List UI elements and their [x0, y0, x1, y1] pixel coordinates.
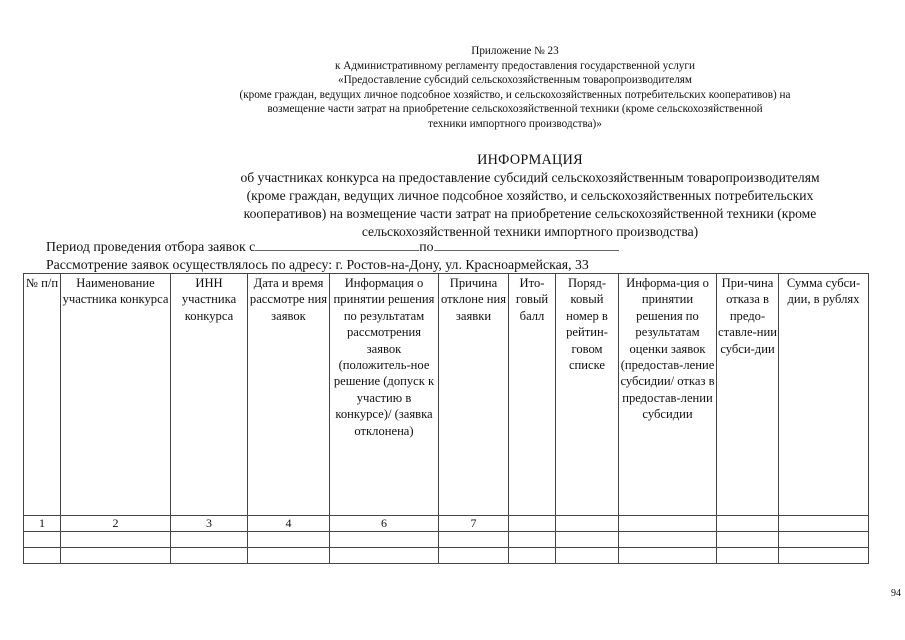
header-cell-participant-name: Наименование участника конкурса: [61, 274, 171, 516]
header-cell-review-decision: Информация о принятии решения по результатам рассмотрения заявок (положитель-ное решение (допуск к участию в конкурсе)/ (заявка отклонена): [330, 274, 439, 516]
info-line: (кроме граждан, ведущих личное подсобное хозяйство, и сельскохозяйственных потребительских: [246, 188, 814, 203]
table-row: [24, 532, 869, 548]
info-line: сельскохозяйственной техники импортного производства): [361, 224, 699, 239]
numbering-cell: 7: [439, 516, 509, 532]
period-from-label: Период проведения отбора заявок с: [46, 239, 256, 254]
period-from-blank: [255, 238, 419, 251]
table-cell: [61, 532, 171, 548]
appendix-line: возмещение части затрат на приобретение сельскохозяйственной техники (кроме сельскохозяйственной: [267, 103, 763, 116]
info-block: [190, 151, 870, 241]
header-cell-subsidy-amount: Сумма субси-дии, в рублях: [779, 274, 869, 516]
review-address: Рассмотрение заявок осуществлялось по адресу: г. Ростов-на-Дону, ул. Красноармейская, 33: [46, 257, 589, 272]
table-cell: [509, 548, 556, 564]
header-cell-number: № п/п: [24, 274, 61, 516]
table-cell: [248, 532, 330, 548]
appendix-line: (кроме граждан, ведущих личное подсобное хозяйство, и сельскохозяйственных потребительских кооперативов) на: [239, 88, 791, 101]
table-cell: [61, 548, 171, 564]
table-cell: [330, 532, 439, 548]
table-cell: [171, 548, 248, 564]
appendix-line: Приложение № 23: [471, 45, 559, 57]
table-cell: [779, 532, 869, 548]
numbering-cell: [779, 516, 869, 532]
numbering-cell: [556, 516, 619, 532]
table-cell: [24, 532, 61, 548]
table-cell: [556, 548, 619, 564]
period-to-label: по: [419, 239, 434, 254]
header-cell-subsidy-decision: Информа-ция о принятии решения по результатам оценки заявок (предостав-ление субсидии/ отказ в предостав-лении субсидии: [619, 274, 717, 516]
numbering-cell: [717, 516, 779, 532]
table-cell: [509, 532, 556, 548]
appendix-line: техники импортного производства)»: [428, 117, 602, 130]
numbering-cell: [509, 516, 556, 532]
table-numbering-row: [24, 516, 869, 532]
numbering-cell: [619, 516, 717, 532]
table-cell: [171, 532, 248, 548]
table-cell: [619, 532, 717, 548]
numbering-cell: 6: [330, 516, 439, 532]
header-cell-rank: Поряд-ковый номер в рейтин-говом списке: [556, 274, 619, 516]
table-cell: [556, 532, 619, 548]
info-line: об участниках конкурса на предоставление субсидий сельскохозяйственным товаропроизводителям: [240, 170, 820, 185]
page-number: 94: [891, 588, 901, 599]
table-cell: [717, 532, 779, 548]
table-cell: [779, 548, 869, 564]
header-cell-rejection-reason: Причина отклоне ния заявки: [439, 274, 509, 516]
participants-table: [23, 273, 869, 564]
document-heading: ИНФОРМАЦИЯ: [477, 152, 583, 168]
table-cell: [439, 532, 509, 548]
numbering-cell: 4: [248, 516, 330, 532]
selection-period: [46, 238, 619, 255]
table-cell: [248, 548, 330, 564]
header-cell-total-score: Ито-говый балл: [509, 274, 556, 516]
table-cell: [24, 548, 61, 564]
table-cell: [619, 548, 717, 564]
table-cell: [717, 548, 779, 564]
table-cell: [439, 548, 509, 564]
table-cell: [330, 548, 439, 564]
appendix-line: к Административному регламенту предоставления государственной услуги: [335, 59, 695, 72]
period-to-blank: [434, 238, 619, 251]
info-line: кооперативов) на возмещение части затрат на приобретение сельскохозяйственной техники (кроме: [243, 206, 817, 221]
header-cell-refusal-reason: При-чина отказа в предо-ставле-нии субси-дии: [717, 274, 779, 516]
appendix-line: «Предоставление субсидий сельскохозяйственным товаропроизводителям: [337, 74, 693, 87]
table-row: [24, 548, 869, 564]
numbering-cell: 3: [171, 516, 248, 532]
header-cell-inn: ИНН участника конкурса: [171, 274, 248, 516]
numbering-cell: 2: [61, 516, 171, 532]
numbering-cell: 1: [24, 516, 61, 532]
table-header-row: [24, 274, 869, 516]
header-cell-review-date: Дата и время рассмотре ния заявок: [248, 274, 330, 516]
appendix-block: [190, 44, 840, 132]
